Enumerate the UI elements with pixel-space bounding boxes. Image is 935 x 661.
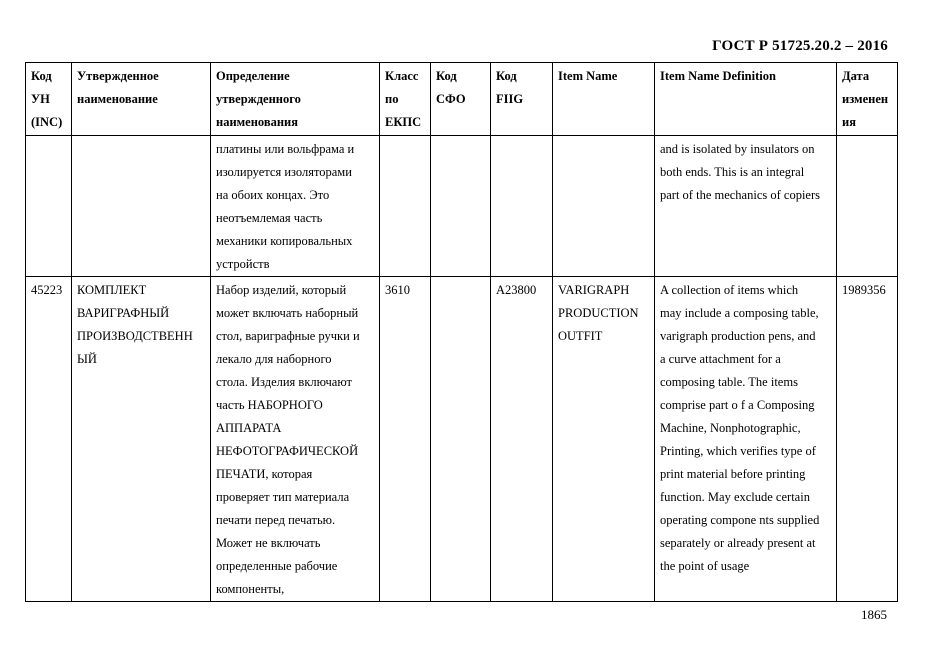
page-number: 1865	[861, 607, 887, 622]
cell-line: ПЕЧАТИ, которая	[216, 467, 313, 481]
cell-change-date	[837, 136, 898, 277]
cell-line: operating compone nts supplied	[660, 513, 820, 527]
cell-line: проверяет тип материала	[216, 490, 350, 504]
cell-line: Может не включать	[216, 536, 321, 550]
header-line: УН	[31, 92, 50, 106]
cell-approved-name	[72, 277, 211, 602]
header-line: утвержденного	[216, 92, 301, 106]
cell-line: платины или вольфрама и	[216, 142, 355, 156]
cell-line: OUTFIT	[558, 329, 603, 343]
cell-line: печати перед печатью.	[216, 513, 336, 527]
header-line: изменен	[842, 92, 889, 106]
cell-change-date	[837, 277, 898, 602]
cell-line: изолируется изоляторами	[216, 165, 352, 179]
catalog-table	[25, 62, 898, 602]
header-change-date	[837, 63, 898, 136]
cell-line: устройств	[216, 257, 270, 271]
cell-line: неотъемлемая часть	[216, 211, 323, 225]
header-line: по	[385, 92, 399, 106]
header-line: Код	[496, 69, 517, 83]
header-line: Код	[31, 69, 52, 83]
header-line: ЕКПС	[385, 115, 422, 129]
cell-fiig-code	[491, 136, 553, 277]
header-line: Класс	[385, 69, 419, 83]
cell-line: a curve attachment for a	[660, 352, 781, 366]
cell-line: function. May exclude certain	[660, 490, 810, 504]
header-line: Дата	[842, 69, 870, 83]
cell-inc	[26, 136, 72, 277]
cell-line: КОМПЛЕКТ	[77, 283, 147, 297]
cell-line: стола. Изделия включают	[216, 375, 352, 389]
header-line: Код	[436, 69, 457, 83]
cell-line: print material before printing	[660, 467, 806, 481]
header-item-name-definition	[655, 63, 837, 136]
cell-line: part of the mechanics of copiers	[660, 188, 821, 202]
cell-line: the point of usage	[660, 559, 750, 573]
cell-approved-name	[72, 136, 211, 277]
cell-sfo-code	[431, 277, 491, 602]
cell-definition	[211, 277, 380, 602]
cell-line: VARIGRAPH	[558, 283, 630, 297]
cell-sfo-code	[431, 136, 491, 277]
cell-item-name-definition	[655, 136, 837, 277]
cell-line: 1989356	[842, 283, 886, 297]
cell-line: separately or already present at	[660, 536, 816, 550]
cell-line: comprise part o f a Composing	[660, 398, 815, 412]
cell-line: Printing, which verifies type of	[660, 444, 816, 458]
cell-line: НЕФОТОГРАФИЧЕСКОЙ	[216, 444, 359, 458]
cell-line: АППАРАТА	[216, 421, 282, 435]
cell-line: Machine, Nonphotographic,	[660, 421, 801, 435]
header-line: Item Name Definition	[660, 69, 776, 83]
header-line: наименования	[216, 115, 299, 129]
cell-line: 45223	[31, 283, 63, 297]
header-sfo-code	[431, 63, 491, 136]
cell-line: varigraph production pens, and	[660, 329, 816, 343]
cell-line: may include a composing table,	[660, 306, 819, 320]
cell-line: ПРОИЗВОДСТВЕНН	[77, 329, 193, 343]
header-line: Item Name	[558, 69, 618, 83]
cell-line: часть НАБОРНОГО	[216, 398, 323, 412]
header-fiig-code	[491, 63, 553, 136]
cell-line: PRODUCTION	[558, 306, 639, 320]
cell-class	[380, 136, 431, 277]
cell-line: механики копировальных	[216, 234, 353, 248]
cell-line: and is isolated by insulators on	[660, 142, 815, 156]
header-item-name	[553, 63, 655, 136]
cell-line: может включать наборный	[216, 306, 359, 320]
cell-line: определенные рабочие	[216, 559, 338, 573]
cell-line: both ends. This is an integral	[660, 165, 805, 179]
table-header-row	[26, 63, 898, 136]
header-class	[380, 63, 431, 136]
cell-line: лекало для наборного	[216, 352, 332, 366]
cell-line: ВАРИГРАФНЫЙ	[77, 306, 170, 320]
cell-line: компоненты,	[216, 582, 285, 596]
cell-line: Набор изделий, который	[216, 283, 347, 297]
cell-class	[380, 277, 431, 602]
cell-line: A collection of items which	[660, 283, 799, 297]
cell-definition	[211, 136, 380, 277]
cell-line: ЫЙ	[77, 352, 97, 366]
cell-line: A23800	[496, 283, 537, 297]
cell-fiig-code	[491, 277, 553, 602]
cell-line: 3610	[385, 283, 410, 297]
document-standard-header: ГОСТ Р 51725.20.2 – 2016	[712, 38, 888, 54]
header-approved-name	[72, 63, 211, 136]
header-line: (INC)	[31, 115, 63, 129]
cell-item-name-definition	[655, 277, 837, 602]
cell-item-name	[553, 136, 655, 277]
header-line: наименование	[77, 92, 158, 106]
header-line: СФО	[436, 92, 466, 106]
header-inc	[26, 63, 72, 136]
header-line: ия	[842, 115, 856, 129]
cell-item-name	[553, 277, 655, 602]
cell-line: composing table. The items	[660, 375, 798, 389]
header-line: Утвержденное	[77, 69, 159, 83]
cell-line: стол, вариграфные ручки и	[216, 329, 360, 343]
cell-inc	[26, 277, 72, 602]
header-definition	[211, 63, 380, 136]
header-line: FIIG	[496, 92, 524, 106]
cell-line: на обоих концах. Это	[216, 188, 330, 202]
table-row	[26, 277, 898, 602]
table-row	[26, 136, 898, 277]
header-line: Определение	[216, 69, 290, 83]
